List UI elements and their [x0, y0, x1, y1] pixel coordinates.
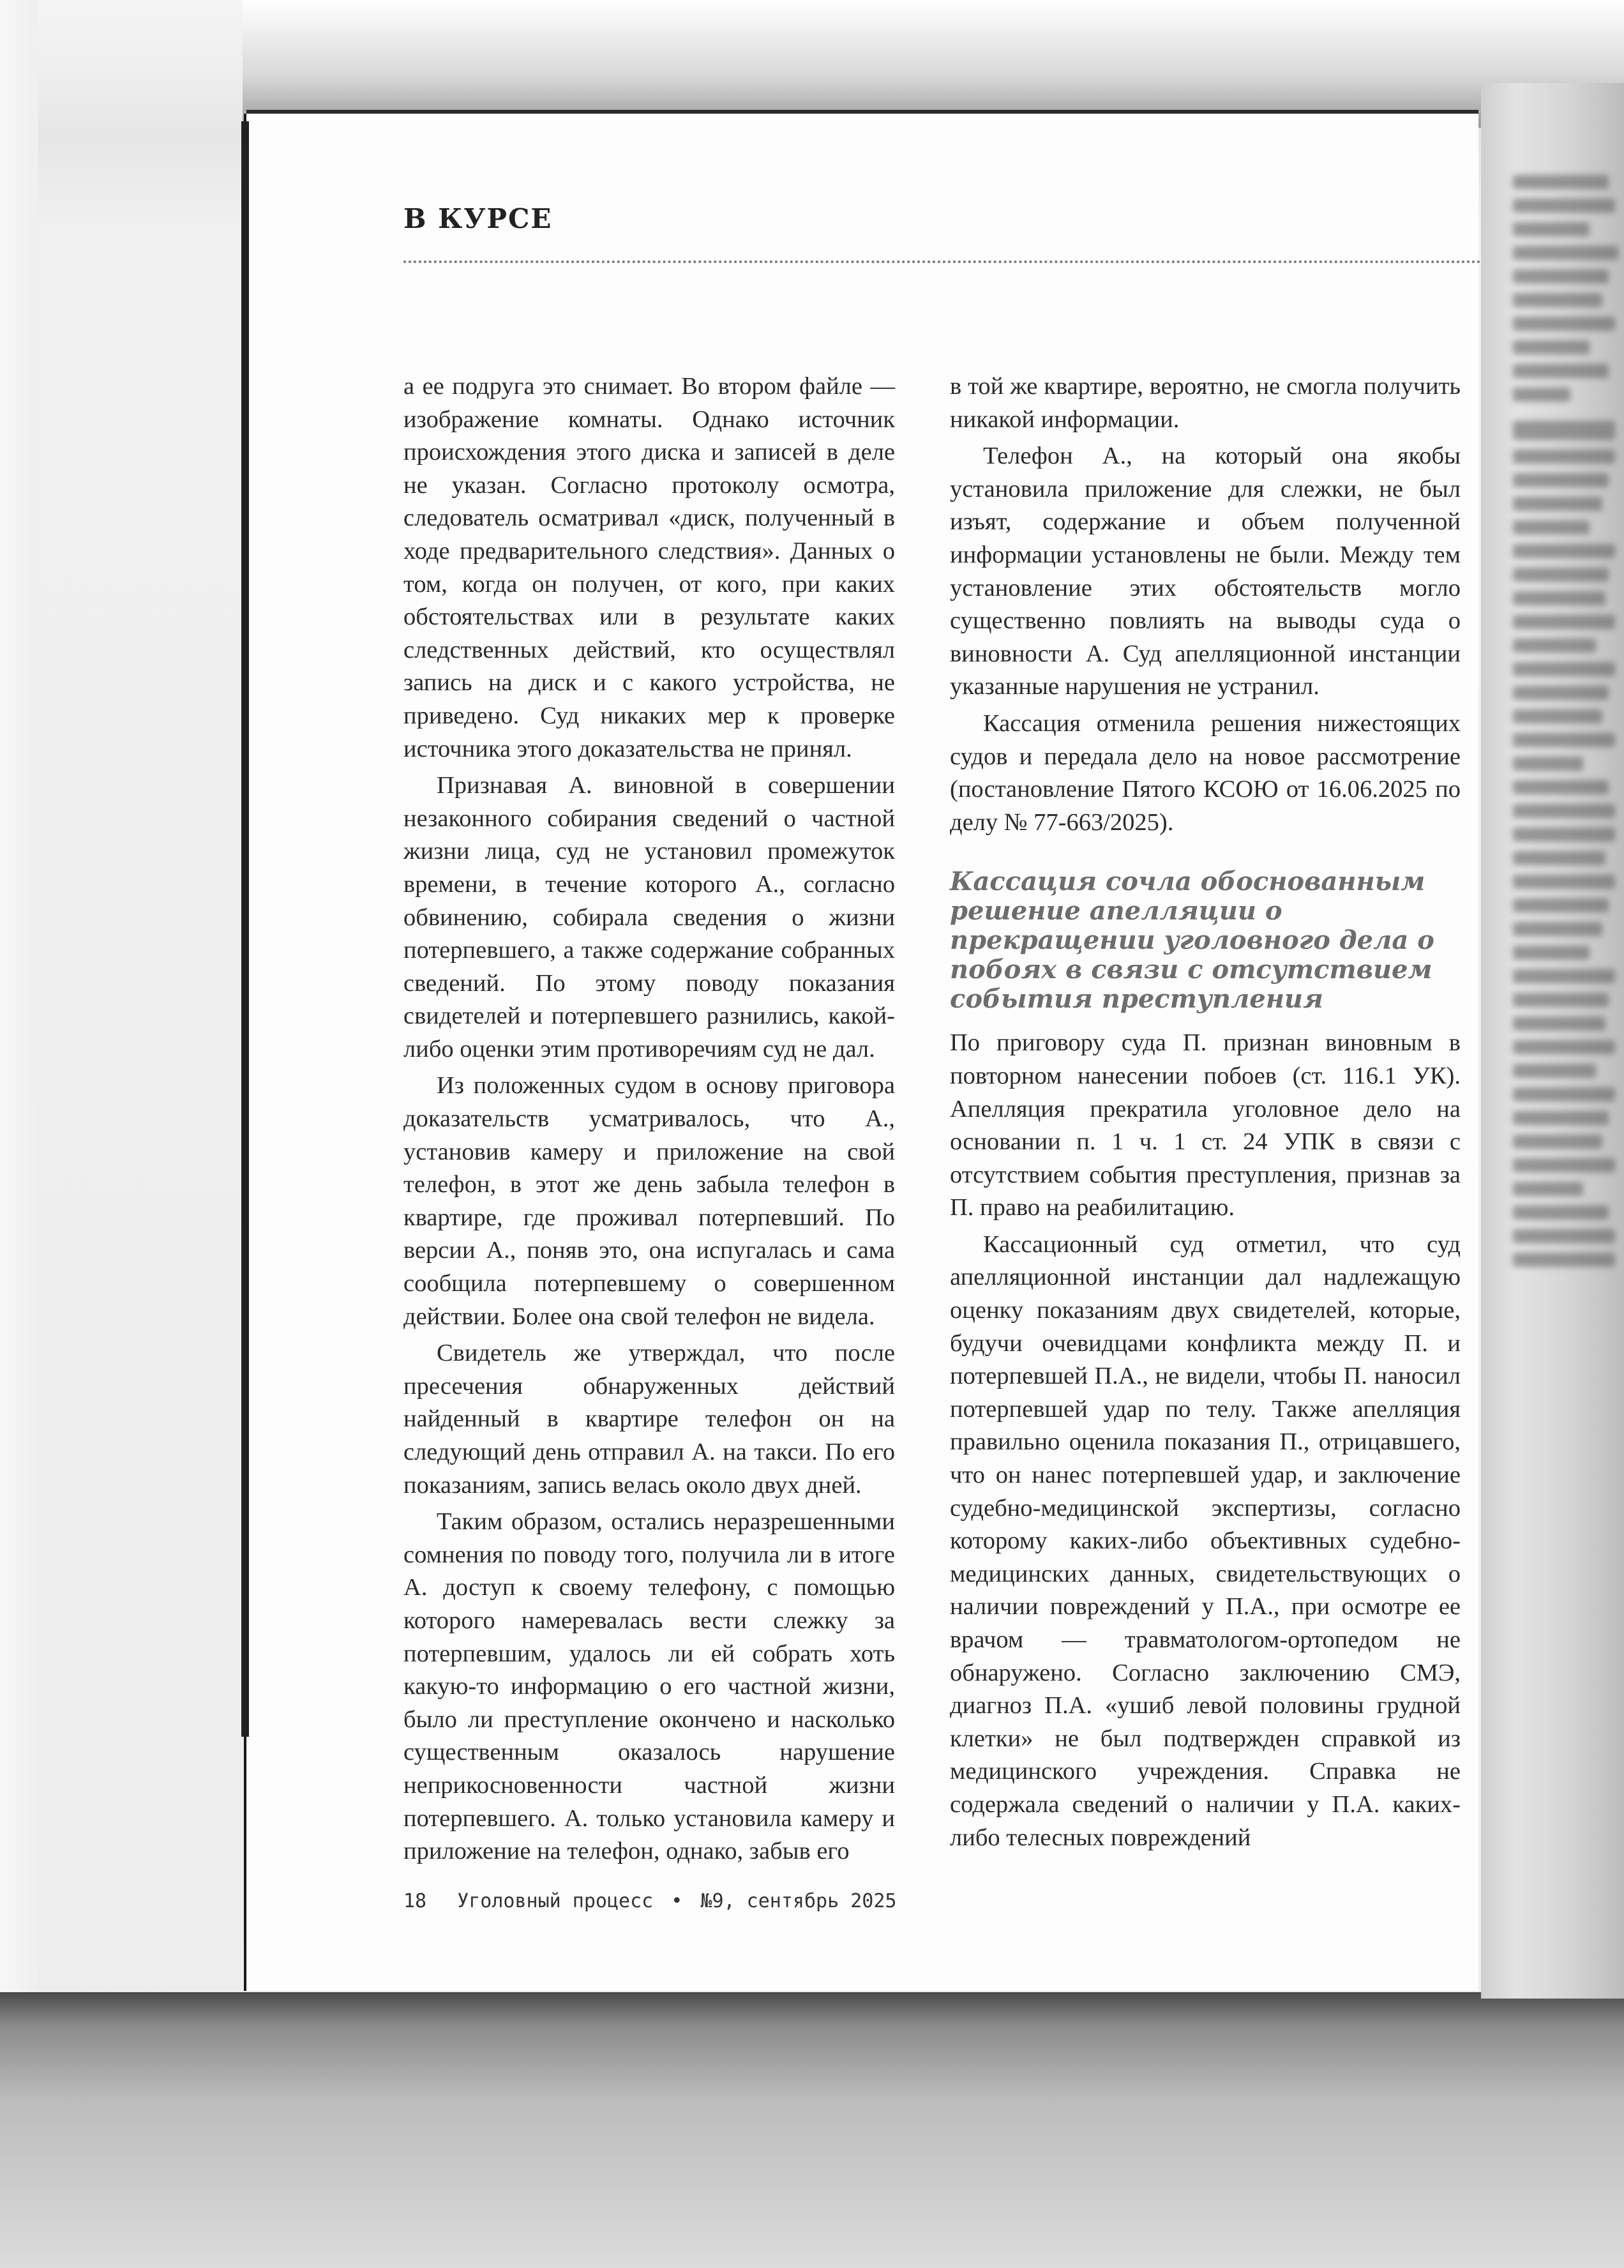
- page-footer: [403, 1890, 896, 1912]
- article-heading: Кассация сочла обоснованным решение апелляции о прекращении уголовного дела о побоях в связи с отсутствием события преступления: [950, 866, 1434, 1015]
- adjacent-page-text: [1513, 166, 1624, 1276]
- adjacent-page-blurred: [1481, 83, 1624, 1999]
- paragraph: в той же квартире, вероятно, не смогла получить никакой информации.: [950, 373, 1461, 433]
- page-left-edge: [241, 121, 249, 1737]
- dotted-divider: [403, 261, 1481, 263]
- journal-name: Уголовный процесс: [457, 1890, 654, 1912]
- paragraph: а ее подруга это снимает. Во втором файле — изображение комнаты. Однако источник происхождения этого диска и записей в деле не указан. Согласно протоколу осмотра, следователь осматривал «диск, полученный в ходе предварительного следствия». Данных о том, когда он получен, от кого, при каких обстоятельствах или в результате каких следственных действий, кто осуществлял запись на диск и с какого устройства, не приведено. Суд никаких мер к проверке источника этого доказательства не принял.: [403, 373, 895, 762]
- paragraph: Телефон А., на который она якобы установила приложение для слежки, не был изъят, содержание и объем полученной информации установлены не были. Между тем установление этих обстоятельств могло существенно повлиять на выводы суда о виновности А. Суд апелляционной инстанции указанные нарушения не устранил.: [950, 442, 1461, 700]
- section-title: В КУРСЕ: [403, 203, 553, 234]
- scan-left-edge: [0, 0, 38, 2268]
- footer-bullet: •: [671, 1890, 683, 1912]
- paragraph: Таким образом, остались неразрешенными сомнения по поводу того, получила ли в итоге А. доступ к своему телефону, с помощью которого намеревалась вести слежку за потерпевшим, удалось ли ей собрать хоть какую-то информацию о его частной жизни, было ли преступление окончено и насколько существенным оказалось нарушение неприкосновенности частной жизни потерпевшего. А. только установила камеру и приложение на телефон, однако, забыв его: [403, 1508, 895, 1865]
- paragraph: Из положенных судом в основу приговора доказательств усматривалось, что А., установив камеру и приложение на свой телефон, в этот же день забыла телефон в квартире, где проживал потерпевший. По версии А., поняв это, она испугалась и сама сообщила потерпевшему о совершенном действии. Более она свой телефон не видела.: [403, 1072, 895, 1330]
- scan-bottom-shadow: [0, 1992, 1624, 2268]
- page-number: 18: [403, 1890, 427, 1912]
- issue-info: №9, сентябрь 2025: [700, 1890, 897, 1912]
- left-column: [403, 370, 895, 1868]
- paragraph: Кассация отменила решения нижестоящих судов и передала дело на новое рассмотрение (постановление Пятого КСОЮ от 16.06.2025 по делу № 77-663/2025).: [950, 709, 1461, 836]
- paragraph: Кассационный суд отметил, что суд апелляционной инстанции дал надлежащую оценку показаниям двух свидетелей, которые, будучи очевидцами конфликта между П. и потерпевшей П.А., не видели, чтобы П. наносил потерпевшей удар по телу. Также апелляция правильно оценила показания П., отрицавшего, что он нанес потерпевшей удар, и заключение судебно-медицинской экспертизы, согласно которому каких-либо объективных судебно-медицинских данных, свидетельствующих о наличии повреждений у П.А., при осмотре ее врачом — травматологом-ортопедом не обнаружено. Согласно заключению СМЭ, диагноз П.А. «ушиб левой половины грудной клетки» не был подтвержден справкой из медицинского учреждения. Справка не содержала сведений о наличии у П.А. каких-либо телесных повреждений: [950, 1230, 1461, 1851]
- scan-top-shadow: [243, 0, 1624, 128]
- right-column: [950, 370, 1461, 1854]
- paragraph: Свидетель же утверждал, что после пресечения обнаруженных действий найденный в квартире телефон он на следующий день отправил А. на такси. По его показаниям, запись велась около двух дней.: [403, 1340, 895, 1499]
- paragraph: По приговору суда П. признан виновным в повторном нанесении побоев (ст. 116.1 УК). Апелляция прекратила уголовное дело на основании п. 1 ч. 1 ст. 24 УПК в связи с отсутствием события преступления, признав за П. право на реабилитацию.: [950, 1029, 1461, 1221]
- paragraph: Признавая А. виновной в совершении незаконного собирания сведений о частной жизни лица, суд не установил промежуток времени, в течение которого А., согласно обвинению, собирала сведения о жизни потерпевшего, а также содержание собранных сведений. По этому поводу показания свидетелей и потерпевшего разнились, какой-либо оценки этим противоречиям суд не дал.: [403, 772, 895, 1062]
